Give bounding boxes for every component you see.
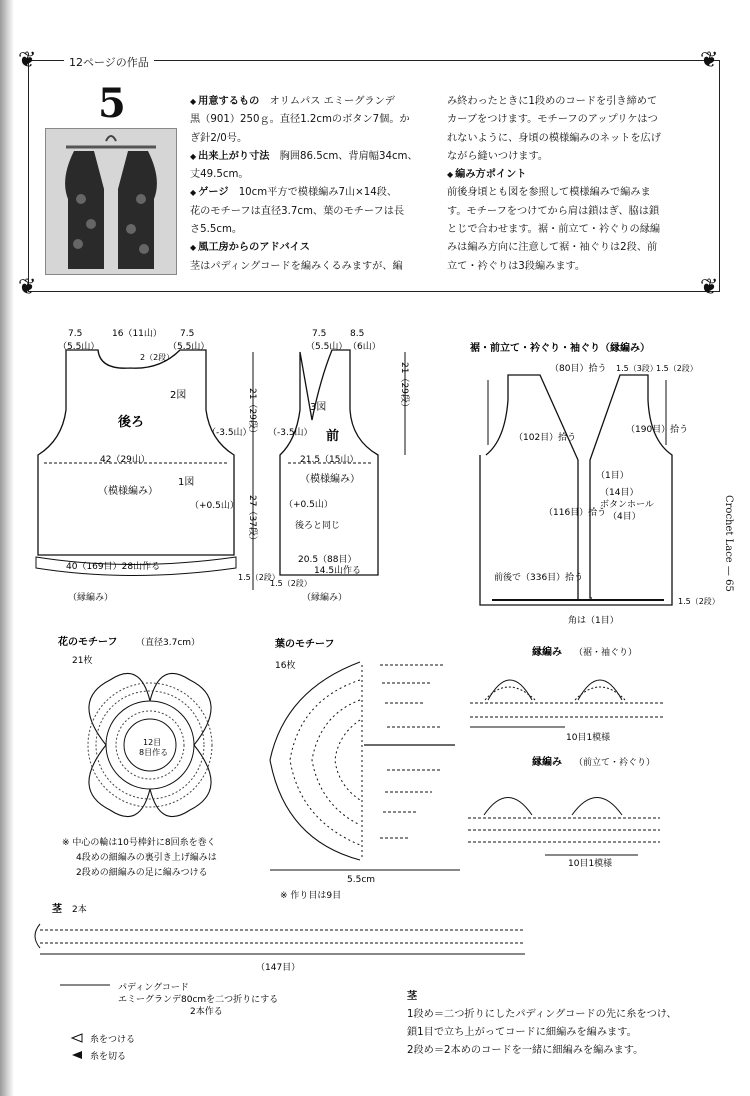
front-width: 21.5（15山） [300, 455, 359, 465]
border-front-neck: （102目）拾う [514, 433, 577, 443]
back-pattern: （模様編み） [98, 486, 158, 497]
back-title: 後ろ [118, 415, 145, 430]
front-same-as-back: 後ろと同じ [295, 521, 341, 531]
flower-note-1: ※ 中心の輪は10号棒針に8回糸を巻く [62, 838, 216, 848]
cord-line-1: パディングコード [118, 983, 189, 993]
leaf-note: ※ 作り目は9目 [280, 891, 342, 901]
border-outline [480, 375, 672, 605]
back-height-upper: 21（29段） [247, 388, 257, 438]
front-title: 前 [326, 429, 340, 444]
back-edging: （縁編み） [68, 593, 114, 603]
text-line: カーブをつけます。モチーフのアップリケはつ [447, 114, 658, 126]
back-side-dec: （-3.5山） [207, 428, 252, 438]
leaf-count: 16枚 [275, 661, 296, 671]
back-neck-depth: 2（2段） [140, 353, 175, 362]
flower-size: （直径3.7cm） [136, 638, 201, 648]
edge2-repeat: 10目1模様 [568, 859, 613, 869]
stem-count: 2本 [72, 905, 87, 915]
back-fig1: 1図 [178, 477, 195, 488]
front-pattern: （模様編み） [300, 474, 360, 485]
border-back-neck: （80目）拾う [550, 364, 607, 374]
leaf-title: 葉のモチーフ [275, 639, 335, 650]
front-start-1: 20.5（88目） [298, 555, 357, 565]
vest-photo [45, 128, 177, 275]
border-neck-height: 1.5（3段） [616, 364, 658, 373]
back-hem-height: 1.5（2段） [238, 573, 280, 582]
border-armhole-height: 1.5（2段） [656, 364, 698, 373]
legend-cut: 糸を切る [90, 1052, 127, 1062]
project-number: 5 [98, 80, 126, 127]
front-dim-left: 7.5 [312, 329, 327, 339]
back-fig2: 2図 [170, 390, 187, 401]
stem-note-line: 2段め＝2本めのコードを一緒に細編みを編みます。 [407, 1045, 644, 1056]
cut-yarn-icon [72, 1051, 82, 1059]
text-line: 茎はパディングコードを編みくるみますが、編 [190, 260, 403, 272]
text-line: 黒（901）250ｇ。直径1.2cmのボタン7個。か [190, 114, 410, 126]
text-line: 10cm平方で模様編み7山×14段、 [238, 187, 398, 199]
back-width: 42（29山） [100, 455, 150, 465]
text-line: す。モチーフをつけてから肩は鎖はぎ、脇は鎖 [447, 205, 660, 217]
text-line: 立て・衿ぐりは3段編みます。 [447, 260, 586, 272]
back-side-inc: （+0.5山） [190, 501, 239, 511]
front-dim-sub-right: （6山） [348, 342, 381, 352]
edge1-sub: （裾・袖ぐり） [574, 648, 638, 658]
flower-note-2: 4段めの細編みの裏引き上げ編みは [76, 853, 217, 863]
text-line: さ5.5cm。 [190, 224, 243, 236]
corner-ornament: ❦ [18, 48, 37, 73]
border-hem-label: 前後で（336目）拾う [494, 573, 584, 583]
back-height-lower: 27（37段） [247, 495, 257, 545]
leaf-motif-drawing [270, 662, 460, 870]
front-dim-sub-left: （5.5山） [306, 342, 348, 352]
edging-chart-2 [468, 798, 660, 856]
heading-materials: ◆ 用意するもの [190, 96, 259, 107]
stem-length: （147目） [256, 963, 301, 973]
heading-advice: ◆ 風工房からのアドバイス [190, 242, 310, 253]
edge1-title: 縁編み [532, 647, 562, 658]
back-dim-right: 7.5 [180, 329, 195, 339]
corner-ornament: ❦ [18, 275, 37, 300]
edge2-title: 縁編み [532, 757, 562, 768]
front-hem-height: 1.5（2段） [270, 579, 312, 588]
flower-center: 12目 [143, 738, 162, 747]
back-dim-sub-left: （5.5山） [58, 342, 100, 352]
side-running-title [720, 495, 736, 610]
text-line: 丈49.5cm。 [190, 169, 249, 181]
edging-chart-1 [470, 680, 665, 727]
flower-center-2: 8目作る [139, 748, 169, 757]
text-line: 胸囲86.5cm、背肩幅34cm、 [279, 150, 418, 162]
text-line: みは編み方向に注意して裾・袖ぐりは2段、前 [447, 242, 658, 254]
text-line: ぎ針2/0号。 [190, 132, 248, 144]
front-height: 21（29段） [399, 362, 409, 412]
stem-chart [35, 924, 525, 985]
stem-note-line: 鎖1目で立ち上がってコードに細編みを編みます。 [407, 1027, 637, 1038]
stem-notes [407, 988, 677, 1060]
border-corner: 角は（1目） [568, 616, 619, 626]
front-fig3: 3図 [310, 402, 327, 413]
text-line: 前後身頃とも図を参照して模様編みで編みま [447, 187, 651, 199]
back-outline [38, 350, 234, 555]
leaf-length: 5.5cm [347, 875, 376, 885]
text-line: み終わったときに1段めのコードを引き締めて [447, 96, 658, 107]
border-front-band: （116目）拾う [544, 508, 607, 518]
page-label: 12ページの作品 [64, 54, 154, 70]
border-row-1: （1目） [596, 471, 629, 481]
text-line: れないように、身頃の模様編みのネットを広げ [447, 132, 661, 144]
back-start: 40（169目）28山作る [66, 562, 161, 572]
back-dim-left: 7.5 [68, 329, 83, 339]
heading-size: ◆ 出来上がり寸法 [190, 151, 269, 162]
cord-line-3: 2本作る [190, 1007, 223, 1017]
stem-notes-title: 茎 [407, 991, 418, 1002]
stem-title: 茎 [52, 904, 62, 915]
border-buttonhole-count: （4目） [608, 512, 641, 522]
front-side-dec: （-3.5山） [268, 428, 313, 438]
corner-ornament: ❦ [700, 48, 719, 73]
text-line: オリムパス エミーグランデ [269, 96, 395, 107]
materials-column [190, 93, 440, 276]
stem-note-line: 1段め＝二つ折りにしたパディングコードの先に糸をつけ、 [407, 1009, 677, 1020]
edge1-repeat: 10目1模様 [566, 733, 611, 743]
border-hem-height: 1.5（2段） [678, 597, 720, 606]
corner-ornament: ❦ [700, 275, 719, 300]
border-buttonhole: ボタンホール [600, 500, 654, 510]
text-line: ながら縫いつけます。 [447, 150, 549, 162]
text-line: とじで合わせます。裾・前立て・衿ぐりの縁編 [447, 224, 661, 236]
heading-gauge: ◆ ゲージ [190, 187, 229, 198]
edge2-sub: （前立て・衿ぐり） [574, 758, 656, 768]
text-line: 花のモチーフは直径3.7cm、葉のモチーフは長 [190, 205, 405, 217]
attach-yarn-icon [72, 1034, 82, 1042]
flower-note-3: 2段めの細編みの足に編みつける [76, 868, 208, 878]
legend-attach: 糸をつける [90, 1035, 136, 1045]
front-edging: （縁編み） [302, 593, 348, 603]
flower-count: 21枚 [72, 656, 93, 666]
border-row-14: （14目） [600, 488, 639, 498]
pattern-diagrams [0, 300, 750, 1096]
side-title-text: Crochet Lace — 65 [723, 495, 734, 592]
border-armhole: （190目）拾う [626, 425, 689, 435]
flower-title: 花のモチーフ [58, 637, 118, 648]
back-dim-sub-right: （5.5山） [168, 342, 210, 352]
front-inc: （+0.5山） [284, 500, 333, 510]
front-dim-right: 8.5 [350, 329, 365, 339]
cord-line-2: エミーグランデ80cmを二つ折りにする [118, 995, 279, 1005]
back-dim-center: 16（11山） [112, 329, 162, 339]
front-start-2: 14.5山作る [314, 566, 362, 576]
heading-points: ◆ 編み方ポイント [447, 169, 526, 180]
border-title: 裾・前立て・衿ぐり・袖ぐり（縁編み） [470, 343, 650, 354]
advice-column [447, 93, 705, 276]
